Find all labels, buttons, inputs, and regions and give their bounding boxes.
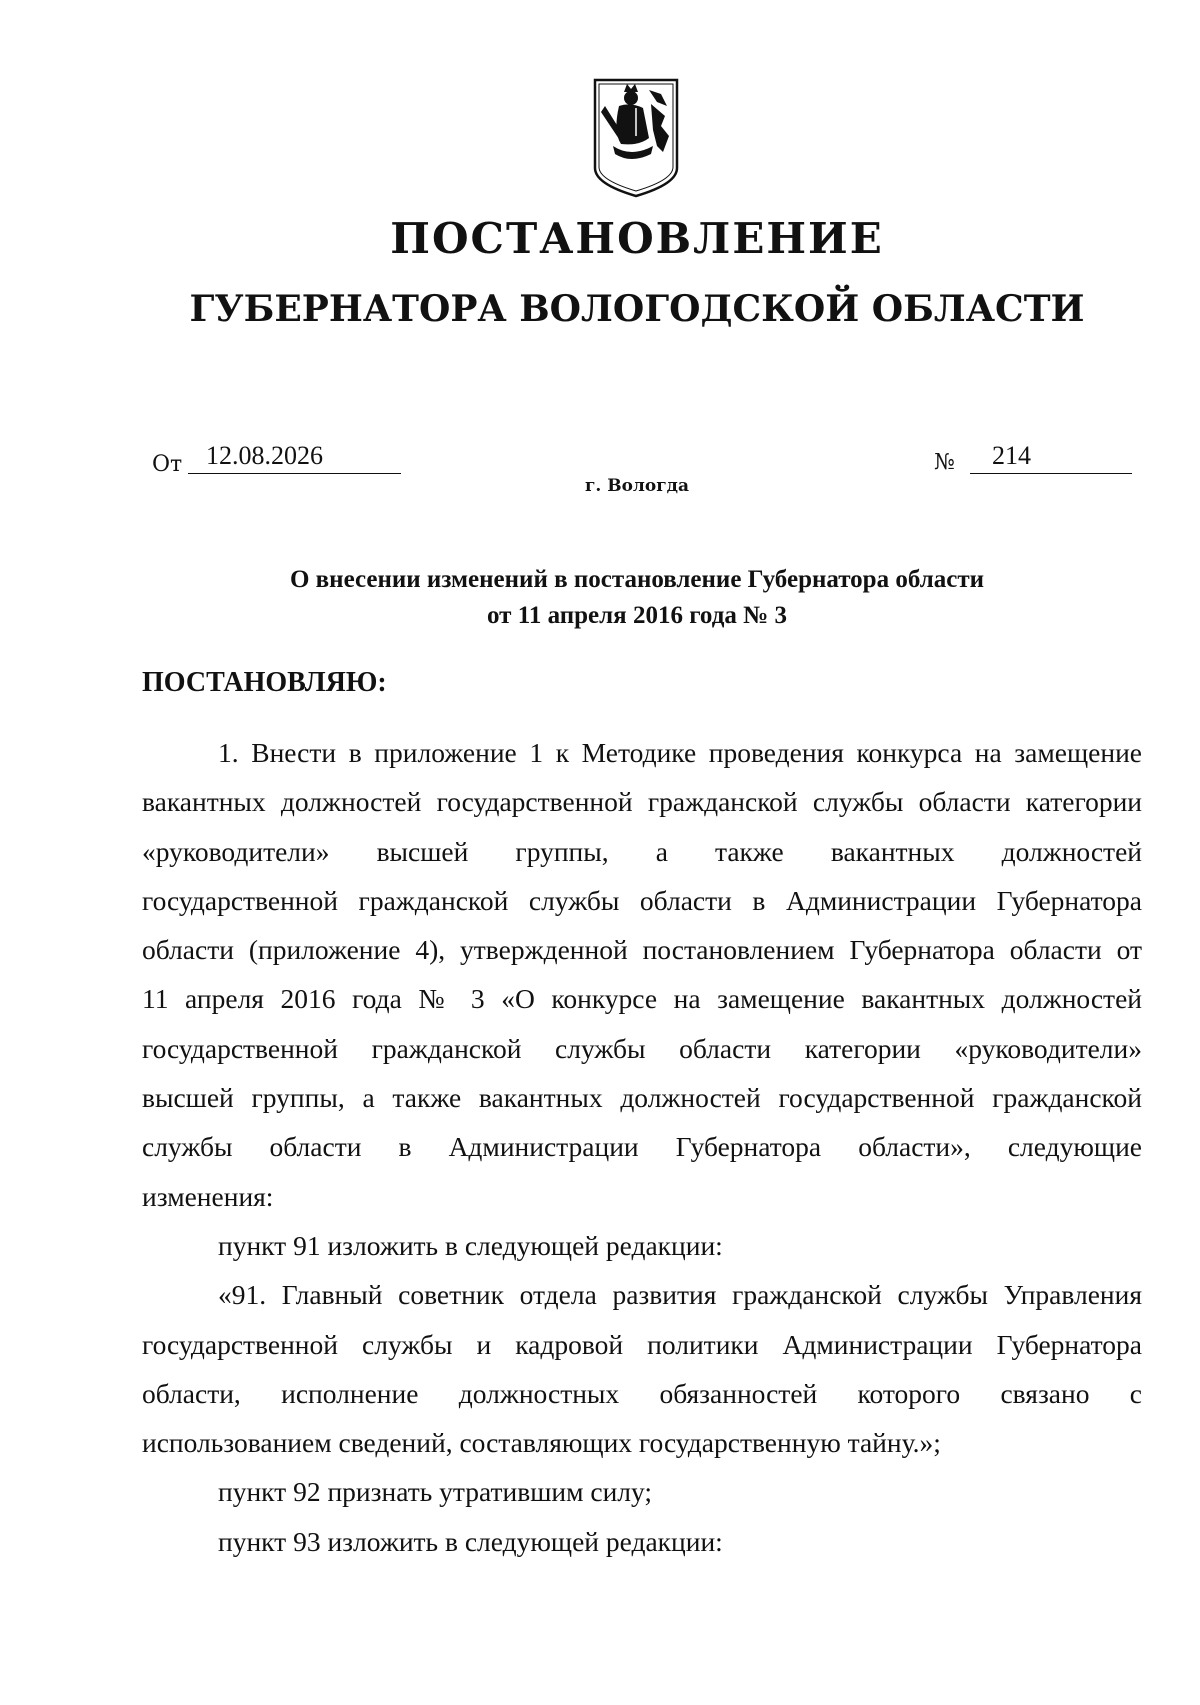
- text-line: «руководители» высшей группы, а также вакантных должностей: [142, 835, 1142, 867]
- text-line: службы области в Администрации Губернатора области», следующие: [142, 1131, 1142, 1163]
- text-line: высшей группы, а также вакантных должностей государственной гражданской: [142, 1082, 1142, 1114]
- number-label: №: [934, 450, 955, 475]
- text-line: пункт 93 изложить в следующей редакции:: [218, 1525, 723, 1557]
- date-field: 12.08.2026: [188, 440, 401, 474]
- text-line: государственной гражданской службы области в Администрации Губернатора: [142, 884, 1142, 916]
- paragraph-1: [142, 728, 1142, 1221]
- text-line: 1. Внести в приложение 1 к Методике проведения конкурса на замещение: [218, 737, 1142, 768]
- text-line: изменения:: [142, 1180, 274, 1212]
- paragraph-4: [142, 1467, 1142, 1516]
- text-line: 11 апреля 2016 года № 3 «О конкурсе на замещение вакантных должностей: [142, 983, 1142, 1015]
- text-line: пункт 92 признать утратившим силу;: [218, 1476, 653, 1508]
- subject-line: О внесении изменений в постановление Губернатора области: [289, 566, 985, 593]
- paragraph-2: [142, 1221, 1142, 1270]
- paragraph-5: [142, 1517, 1142, 1566]
- text-line: государственной гражданской службы области категории «руководители»: [142, 1032, 1142, 1064]
- text-line: «91. Главный советник отдела развития гражданской службы Управления: [218, 1279, 1142, 1311]
- issuer-title: ГУБЕРНАТОРА ВОЛОГОДСКОЙ ОБЛАСТИ: [189, 288, 1085, 330]
- text-line: использованием сведений, составляющих государственную тайну.»;: [142, 1427, 941, 1459]
- subject-line: от 11 апреля 2016 года № 3: [487, 602, 787, 629]
- text-line: пункт 91 изложить в следующей редакции:: [218, 1229, 723, 1261]
- text-line: области, исполнение должностных обязанностей которого связано с: [142, 1377, 1142, 1409]
- document-type-title: ПОСТАНОВЛЕНИЕ: [390, 214, 884, 263]
- text-line: государственной службы и кадровой политики Администрации Губернатора: [142, 1328, 1142, 1360]
- coat-of-arms-icon: [591, 76, 681, 198]
- text-line: вакантных должностей государственной гражданской службы области категории: [142, 786, 1142, 818]
- decree-heading: ПОСТАНОВЛЯЮ:: [142, 667, 387, 698]
- paragraph-3: [142, 1270, 1142, 1467]
- text-line: области (приложение 4), утвержденной постановлением Губернатора области от: [142, 934, 1142, 966]
- document-body: [142, 728, 1142, 1566]
- city-label: г. Вологда: [584, 476, 690, 496]
- document-subject: [0, 562, 1200, 634]
- number-field: 214: [970, 440, 1132, 474]
- date-label: От: [152, 452, 183, 477]
